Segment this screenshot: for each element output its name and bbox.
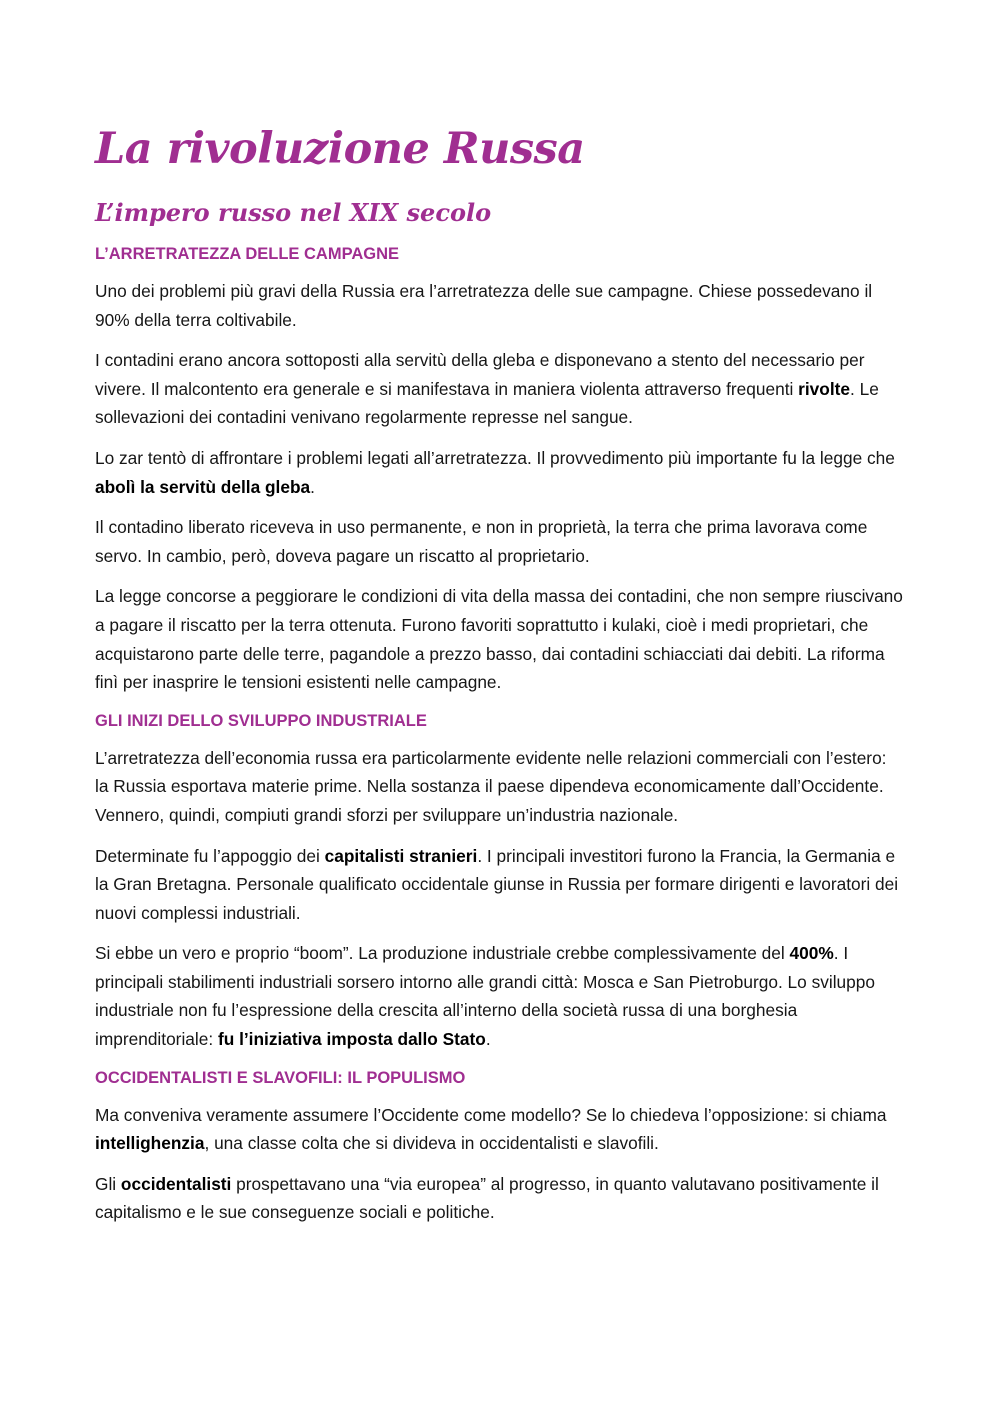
text-run: . I principali investitori furono la Francia, la Germania e la Gran Bretagna. Personale qualificato occidentale giunse in Russia per formare dirigenti e lavoratori dei nuovi complessi industriali. <box>95 845 899 923</box>
page-title: La rivoluzione Russa <box>95 124 585 174</box>
text-run: Determinate fu l’appoggio dei <box>95 845 325 866</box>
text-run: L’arretratezza dell’economia russa era particolarmente evidente nelle relazioni commerciali con l’estero: la Russia esportava materie prime. Nella sostanza il paese dipendeva economicamente dall’Occidente. Vennero, quindi, compiuti grandi sforzi per sviluppare un’industria nazionale. <box>95 747 887 825</box>
text-run: prospettavano una “via europea” al progresso, in quanto valutavano positivamente il capitalismo e le sue conseguenze sociali e politiche. <box>95 1173 879 1223</box>
text-run: . <box>310 476 315 497</box>
section-heading: OCCIDENTALISTI E SLAVOFILI: IL POPULISMO <box>95 1068 466 1087</box>
bold-text: capitalisti stranieri <box>324 845 478 866</box>
paragraph <box>95 277 903 334</box>
text-run: , una classe colta che si divideva in occidentalisti e slavofili. <box>204 1133 659 1154</box>
paragraph <box>95 582 903 696</box>
paragraph <box>95 346 903 432</box>
bold-text: occidentalisti <box>120 1173 232 1194</box>
bold-text: 400% <box>789 943 834 964</box>
text-run: Gli <box>95 1173 121 1194</box>
page-subtitle: L’impero russo nel XIX secolo <box>95 198 492 227</box>
bold-text: rivolte <box>798 378 851 399</box>
text-run: Uno dei problemi più gravi della Russia era l’arretratezza delle sue campagne. Chiese possedevano il 90% della terra coltivabile. <box>95 281 873 330</box>
paragraph <box>95 1170 903 1227</box>
bold-text: intellighenzia <box>95 1133 205 1154</box>
text-run: . <box>485 1029 491 1050</box>
document-page <box>95 118 903 1227</box>
paragraph <box>95 1101 903 1158</box>
paragraph <box>95 744 903 830</box>
text-run: I contadini erano ancora sottoposti alla servitù della gleba e disponevano a stento del necessario per vivere. Il malcontento era generale e si manifestava in maniera violenta attraverso frequenti <box>95 350 865 399</box>
paragraph <box>95 842 903 928</box>
bold-text: fu l’iniziativa imposta dallo Stato <box>217 1029 486 1050</box>
text-run: Lo zar tentò di affrontare i problemi legati all’arretratezza. Il provvedimento più importante fu la legge che <box>95 447 895 468</box>
text-run: Il contadino liberato riceveva in uso permanente, e non in proprietà, la terra che prima lavorava come servo. In cambio, però, doveva pagare un riscatto al proprietario. <box>95 517 868 566</box>
paragraph <box>95 444 903 501</box>
bold-text: abolì la servitù della gleba <box>95 476 311 497</box>
paragraph <box>95 939 903 1053</box>
text-run: . I principali stabilimenti industriali sorsero intorno alle grandi città: Mosca e San Pietroburgo. Lo sviluppo industriale non fu l’espressione della crescita all’interno della società russa di una borghesia imprenditoriale: <box>95 943 875 1050</box>
section-heading: L’ARRETRATEZZA DELLE CAMPAGNE <box>95 245 400 263</box>
document-body <box>95 243 903 1227</box>
text-run: . Le sollevazioni dei contadini venivano regolarmente represse nel sangue. <box>95 378 879 428</box>
text-run: Si ebbe un vero e proprio “boom”. La produzione industriale crebbe complessivamente del <box>95 943 790 964</box>
paragraph <box>95 513 903 570</box>
text-run: La legge concorse a peggiorare le condizioni di vita della massa dei contadini, che non sempre riuscivano a pagare il riscatto per la terra ottenuta. Furono favoriti soprattutto i kulaki, cioè i medi proprietari, che acquistarono parte delle terre, pagandole a prezzo basso, dai contadini schiacciati dai debiti. La riforma finì per inasprire le tensioni esistenti nelle campagne. <box>95 586 903 693</box>
section-heading: GLI INIZI DELLO SVILUPPO INDUSTRIALE <box>95 711 427 730</box>
text-run: Ma conveniva veramente assumere l’Occidente come modello? Se lo chiedeva l’opposizione: si chiama <box>95 1104 887 1125</box>
